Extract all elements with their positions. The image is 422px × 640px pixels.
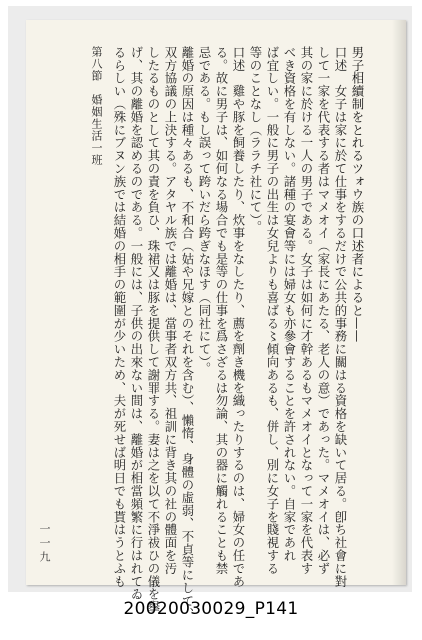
text-line: 其の家に於ける一人の男子である。女子は如何に才幹あるもマメオイとなって一家を代表す bbox=[299, 46, 314, 575]
text-line: 口述 雞や豚を飼養したり、炊事をなしたり、薦を劑き機を織ったりするのは、婦女の任であ bbox=[231, 46, 246, 588]
archive-id-caption: 20020030029_P141 bbox=[123, 599, 299, 619]
text-line: 忌である。もし誤って跨いだら跨ぎなほす（同社にて）。 bbox=[197, 46, 212, 376]
text-line: 口述 女子は家に於て仕事をするだけで公共的事務に關はる資格を缺いて居る。卽ち社會に對 bbox=[333, 46, 348, 588]
text-line: べき資格を有しない。諸種の宴會等には婦女も亦參會することを許されない。自家であれ bbox=[282, 46, 297, 562]
text-line: 双方協議の上決する。アタヤル族では離婚は、當事者双方共、祖訓に背き其の社の體面を汚 bbox=[163, 46, 178, 575]
text-line: 等のことなし（ララチ社にて）。 bbox=[248, 46, 263, 234]
text-line: る。故に男子は、如何なる場合でも是等の仕事を爲さざるは勿論、其の器に觸れることも禁 bbox=[214, 46, 229, 575]
text-line: 男子相續制をとれるツォウ族の口述者によると—— bbox=[350, 46, 365, 343]
text-line: 離婚の原因は種々あるも、不和合（姑や兄嫁とのそれを含む）、懶惰、身體の虛弱、不貞等にして、 bbox=[180, 46, 195, 621]
text-line: したるものとして其の責を負ひ、珠裙又は豚を提供して謝罪する。妻は之を以て不淨祓ひの儀を擧 bbox=[146, 46, 161, 614]
text-line: げ、其の離婚を認めるのである。一般には、子供の出來ない間は、離婚が相當頻繁に行はれてゐ bbox=[129, 46, 144, 601]
text-line: ば宜しい。一般に男子の出生は女兒よりも喜ばる〻傾向あるも、併し、別に女子を賤視する bbox=[265, 46, 280, 575]
text-line: して一家を代表する者はマメオイ（家長にあたる、老人の意）であった。マメオイは、必ず bbox=[316, 46, 331, 575]
page-number: 一一九 bbox=[38, 523, 51, 565]
text-line: るらしい（殊にブヌン族では結婚の相手の範圍が少いため、夫が死せば明日でも貰はうとふも bbox=[112, 46, 127, 588]
section-footer: 第八節 婚姻生活一班 bbox=[90, 46, 103, 166]
